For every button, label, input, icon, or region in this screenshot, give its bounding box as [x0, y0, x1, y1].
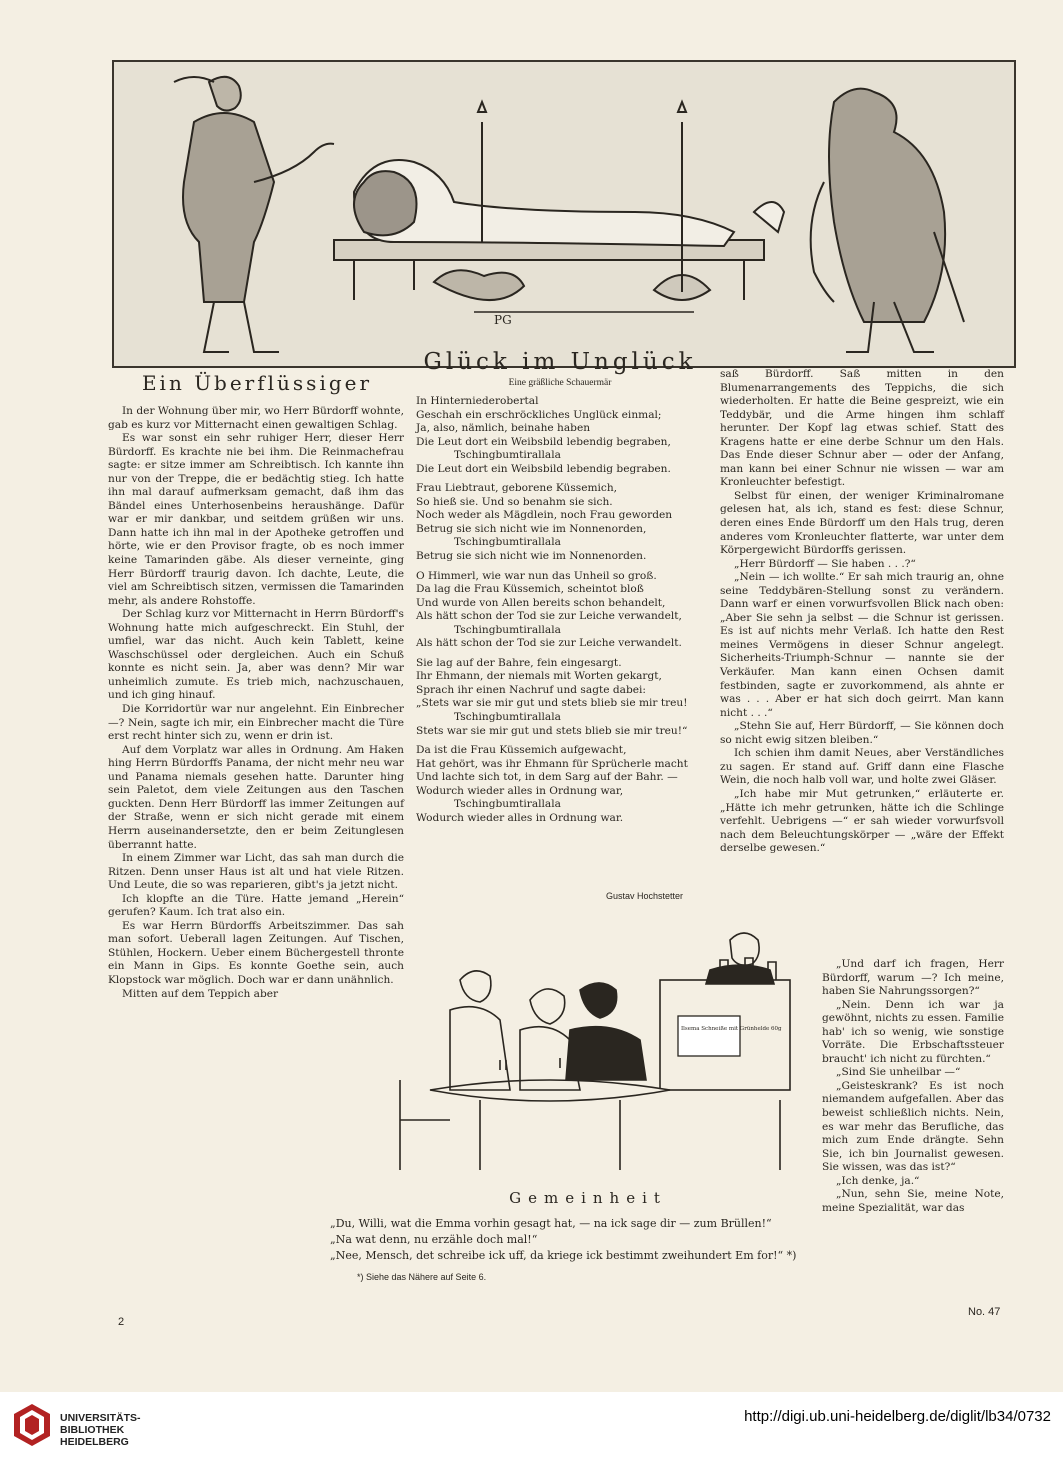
article-title-ueberfluessiger: Ein Überflüssiger	[141, 371, 373, 395]
paragraph: „Ich habe mir Mut getrunken,“ erläuterte er. „Hätte ich mehr getrunken, hätte ich die Schlinge verfehlt. Uebrigens —“ er sah wieder vorwurfsvoll nach dem Beleuchtungskörper — „wäre der Effekt derselbe gewesen.“	[720, 787, 1004, 855]
poem-line: In Hinterniederobertal	[416, 395, 539, 407]
svg-text:PG: PG	[494, 313, 512, 327]
column-left	[108, 405, 404, 1001]
paragraph: „Geisteskrank? Es ist noch niemandem aufgefallen. Aber das beweist schließlich nichts. Nein, es war mehr das Berufliche, das mich zum Ende drängte. Sehn Sie, ich bin Journalist gewesen. Sie wissen, was das ist?“	[822, 1079, 1004, 1174]
paragraph: Der Schlag kurz vor Mitternacht in Herrn Bürdorff's Wohnung hatte mich aufgeschreckt. Ein Stuhl, der umfiel, war das nicht. Auch kein Tablett, keine Waschschüssel oder dergleichen. Auch ein Schuß konnte es nicht sein. Ja, aber was denn? Mir war unheimlich zumute. Es trieb mich, nachzuschauen, und ich ging hinauf.	[108, 608, 404, 702]
poem-refrain: Tschingbumtirallala	[454, 536, 561, 549]
paragraph: In der Wohnung über mir, wo Herr Bürdorff wohnte, gab es kurz vor Mitternacht einen gewaltigen Schlag.	[108, 405, 404, 431]
poem-line: Da lag die Frau Küssemich, scheintot bloß	[416, 583, 644, 596]
dialogue-line: „Nee, Mensch, det schreibe ick uff, da kriege ick bestimmt zweihundert Em for!“ *)	[330, 1249, 797, 1262]
illustration-coffin-scene	[114, 62, 1016, 368]
poem-refrain: Tschingbumtirallala	[454, 711, 561, 724]
poem-line: Die Leut dort ein Weibsbild lebendig begraben.	[416, 462, 671, 475]
page-number: 2	[118, 1316, 125, 1328]
poem-refrain: Tschingbumtirallala	[454, 623, 561, 636]
paragraph: „Stehn Sie auf, Herr Bürdorff, — Sie können doch so nicht ewig sitzen bleiben.“	[720, 720, 1004, 746]
library-line: BIBLIOTHEK	[60, 1424, 125, 1436]
paragraph: „Nun, sehn Sie, meine Note, meine Spezialität, war das	[822, 1188, 1004, 1214]
poem-title: Glück im Unglück	[423, 349, 697, 375]
poem-refrain: Tschingbumtirallala	[454, 449, 561, 462]
paragraph: saß Bürdorff. Saß mitten in den Blumenarrangements des Teppichs, die sich wiederholten. Er hatte die Beine gespreizt, wie ein Teddybär, und die Arme hingen ihm schlaff herunter. Der Kopf lag etwas schief. Statt des Kragens hatte er eine derbe Schnur um den Hals. Das Ende dieser Schnur aber — oder der Anfang, man kann bei einer Schnur nie wissen — war am Kronleuchter befestigt.	[720, 368, 1004, 489]
paragraph: Auf dem Vorplatz war alles in Ordnung. Am Haken hing Herrn Bürdorffs Panama, der nicht mehr neu war und Panama niemals gesehen hatte. Darunter hing sein Paletot, dem viele Zeitungen aus den Taschen guckten. Denn Herr Bürdorff las immer Zeitungen auf der Straße, wenn er sich nicht gerade mit einem Herrn auseinandersetzte, den er beim Zeitunglesen überrannt hatte.	[108, 743, 404, 851]
poem-line: Hat gehört, was ihr Ehmann für Sprücherle macht	[416, 757, 688, 770]
library-line: HEIDELBERG	[60, 1436, 129, 1448]
poem-line: Betrug sie sich nicht wie im Nonnenorden.	[416, 550, 647, 563]
header-illustration	[112, 60, 1016, 368]
digitization-footer	[0, 1392, 1063, 1470]
poem-line: Betrug sie sich nicht wie im Nonnenorden,	[416, 522, 647, 535]
poem-line: Als hätt schon der Tod sie zur Leiche verwandelt,	[416, 610, 682, 623]
paragraph: Mitten auf dem Teppich aber	[122, 987, 279, 1000]
bar-sign-text: Ilsema Schneiße mit Grünhelde 60g	[681, 1026, 782, 1032]
poem-line: Und wurde von Allen bereits schon behandelt,	[416, 596, 666, 609]
poem-line: „Stets war sie mir gut und stets blieb sie mir treu!	[416, 697, 688, 710]
illustration-bar-scene	[360, 920, 816, 1190]
paragraph: „Nein — ich wollte.“ Er sah mich traurig an, ohne seine Teddybären-Stellung sonst zu verändern. Dann warf er einen vorwurfsvollen Blick nach oben: „Aber Sie sehn ja selbst — die Schnur ist gerissen. Es ist auf nichts mehr Verlaß. Ich hatte den Rest meines Vermögens in dieser Schnur angelegt. Sicherheits-Triumph-Schnur — nannte sie der Verkäufer. Man kann einen Ochsen damit festbinden, sagte er zuvorkommend, als ahnte er was . . . Aber er hat sich doch geirrt. Man kann nicht . . .“	[720, 571, 1004, 719]
paragraph: „Sind Sie unheilbar —“	[836, 1066, 961, 1079]
poem-line: Als hätt schon der Tod sie zur Leiche verwandelt.	[416, 637, 682, 650]
poem-line: Stets war sie mir gut und stets blieb sie mir treu!“	[416, 724, 688, 737]
gemeinheit-title: Gemeinheit	[509, 1189, 667, 1207]
paragraph: „Herr Bürdorff — Sie haben . . .?“	[734, 557, 916, 570]
poem-line: Wodurch wieder alles in Ordnung war.	[416, 811, 624, 824]
issue-number: No. 47	[968, 1306, 1001, 1318]
university-seal-icon	[12, 1402, 52, 1448]
poem-line: Sprach ihr einen Nachruf und sagte dabei:	[416, 683, 646, 696]
poem-line: Sie lag auf der Bahre, fein eingesargt.	[416, 656, 622, 669]
paragraph: Ich klopfte an die Türe. Hatte jemand „Herein“ gerufen? Kaum. Ich trat also ein.	[108, 892, 404, 919]
poem-verses	[416, 395, 716, 825]
paragraph: Selbst für einen, der weniger Kriminalromane gelesen hat, als ich, stand es fest: diese Schnur, deren eines Ende Bürdorff um den Hals trug, deren anderes vom Kronleuchter flatterte, war unter dem Körpergewicht Bürdorffs gerissen.	[720, 489, 1004, 557]
paragraph: In einem Zimmer war Licht, das sah man durch die Ritzen. Denn unser Haus ist alt und hat viele Ritzen. Und Leute, die so was reparieren, gibt's ja jetzt nicht.	[108, 852, 404, 892]
dialogue-line: „Du, Willi, wat die Emma vorhin gesagt hat, — na ick sage dir — zum Brüllen!“	[330, 1217, 772, 1230]
source-url-link[interactable]: http://digi.ub.uni-heidelberg.de/diglit/lb34/0732	[744, 1408, 1051, 1425]
poem-line: Und lachte sich tot, in dem Sarg auf der Bahr. —	[416, 771, 678, 784]
poem-line: Geschah ein erschröckliches Unglück einmal;	[416, 408, 662, 421]
footnote: *) Siehe das Nähere auf Seite 6.	[357, 1272, 487, 1282]
poem-subtitle: Eine gräßliche Schauermär	[508, 378, 612, 388]
paragraph: Es war Herrn Bürdorffs Arbeitszimmer. Das sah man sofort. Ueberall lagen Zeitungen. Auf Tischen, Stühlen, Hockern. Ueber einem Büchergestell thronte ein Mann in Gips. Es konnte Goethe sein, auch Klopstock war möglich. Doch war er dann unähnlich.	[108, 919, 404, 986]
poem-line: Wodurch wieder alles in Ordnung war,	[416, 784, 624, 797]
poem-line: Die Leut dort ein Weibsbild lebendig begraben,	[416, 435, 671, 448]
poem-author: Gustav Hochstetter	[606, 891, 684, 901]
poem-refrain: Tschingbumtirallala	[454, 798, 561, 811]
poem-line: Ihr Ehmann, der niemals mit Worten gekargt,	[416, 670, 662, 683]
column-right-lower	[822, 958, 1004, 1215]
paragraph: „Nein. Denn ich war ja gewöhnt, nichts zu essen. Familie hab' ich so wenig, wie sonstige Vorräte. Die Erbschaftssteuer braucht' ich nicht zu fürchten.“	[822, 998, 1004, 1065]
dialogue-line: „Na wat denn, nu erzähle doch mal!“	[330, 1233, 538, 1246]
poem-line: Ja, also, nämlich, beinahe haben	[416, 422, 591, 435]
paragraph: „Und darf ich fragen, Herr Bürdorff, warum —? Ich meine, haben Sie Nahrungssorgen?“	[822, 958, 1004, 998]
poem-line: O Himmerl, wie war nun das Unheil so groß.	[416, 569, 657, 582]
column-right	[720, 368, 1004, 856]
paragraph: Es war sonst ein sehr ruhiger Herr, dieser Herr Bürdorff. Es krachte nie bei ihm. Die Reinmachefrau sagte: er sitze immer am Schreibtisch. Ich kannte ihn nur von der Treppe, die er bedächtig stieg. Ich hatte ihn mal darauf aufmerksam gemacht, daß ihm das Bändel eines Unterhosenbeins heraushänge. Dafür war er mir dankbar, und seitdem grüßen wir uns. Dann hatte ich ihn mal in der Apotheke getroffen und hörte, wie er den Provisor fragte, ob es noch immer keine Tamarinden gäbe. Als dieser verneinte, ging Herr Bürdorff traurig davon. Ich dachte, Leute, die viel am Schreibtisch sitzen, vermissen die Tamarinden mehr, als andere Rohstoffe.	[108, 432, 404, 607]
paragraph: „Ich denke, ja.“	[836, 1174, 920, 1187]
poem-line: Da ist die Frau Küssemich aufgewacht,	[416, 744, 627, 757]
paragraph: Die Korridortür war nur angelehnt. Ein Einbrecher—? Nein, sagte ich mir, ein Einbrecher macht die Türe erst recht hinter sich zu, wenn er drin ist.	[108, 703, 404, 743]
poem-line: Noch weder als Mägdlein, noch Frau geworden	[416, 509, 673, 522]
library-name	[60, 1412, 141, 1448]
library-line: UNIVERSITÄTS-	[60, 1412, 141, 1424]
poem-line: So hieß sie. Und so benahm sie sich.	[416, 495, 613, 508]
poem-line: Frau Liebtraut, geborene Küssemich,	[416, 482, 618, 495]
paragraph: Ich schien ihm damit Neues, aber Verständliches zu sagen. Er stand auf. Griff dann eine Flasche Wein, die noch halb voll war, und holte zwei Gläser.	[720, 747, 1004, 787]
bar-illustration	[360, 920, 816, 1190]
